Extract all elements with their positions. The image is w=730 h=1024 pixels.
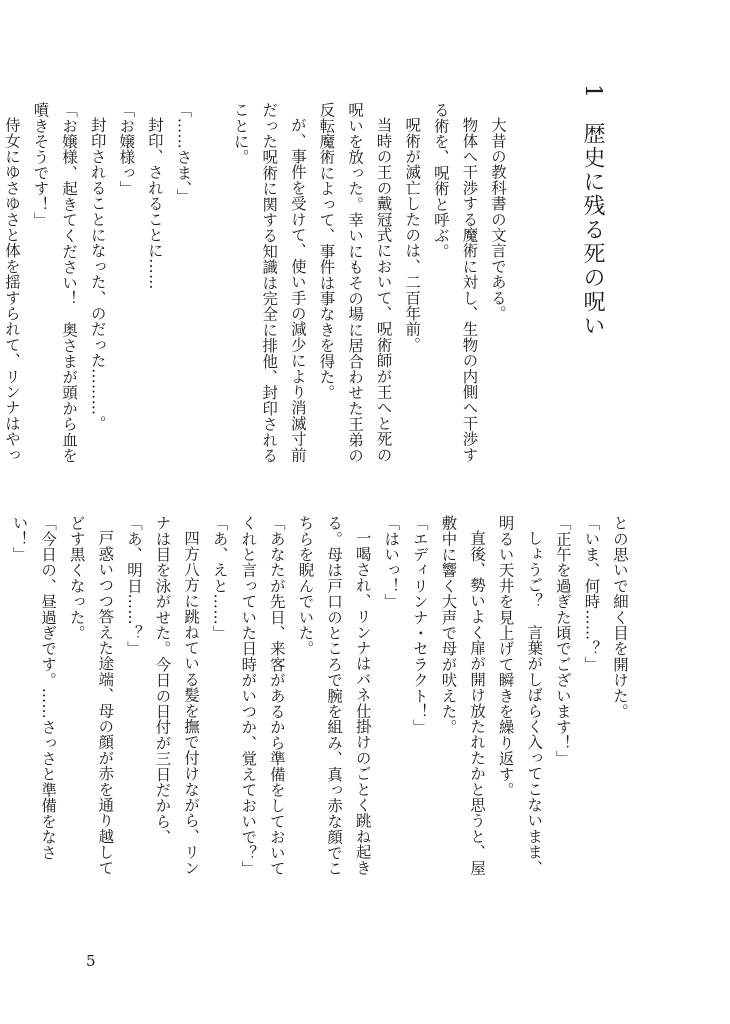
text-line: ちらを睨んでいた。 <box>296 515 315 657</box>
text-line: 反転魔術によって、事件は事なきを得た。 <box>317 102 336 401</box>
text-line: しょうご？ 言葉がしばらく入ってこないまま、 <box>525 530 544 876</box>
text-line: だった呪術に関する知識は完全に排他、封印される <box>260 102 279 464</box>
text-line: との思いで細く目を開けた。 <box>611 515 629 720</box>
text-line: 「いま、何時……？」 <box>582 515 601 672</box>
text-line: 「あなたが先日、来客があるから準備をしておいて <box>267 515 286 877</box>
lower-text-block <box>5 515 634 876</box>
text-line: ナは目を泳がせた。今日の日付が三日だから、 <box>153 515 172 845</box>
text-line: くれと言っていた日時がいつか、覚えておいで？」 <box>239 515 258 877</box>
text-line: 「……さま、」 <box>174 102 193 205</box>
text-line: 封印、されることに…… <box>145 117 164 291</box>
text-line: 当時の王の戴冠式において、呪術師が王へと死の <box>374 117 393 463</box>
text-line: 「はいっ！」 <box>382 515 401 610</box>
text-line: る。母は戸口のところで腕を組み、真っ赤な顔でこ <box>325 515 344 877</box>
text-line: 四方八方に跳ねている髪を撫で付けながら、リン <box>182 530 201 876</box>
text-line: 戸惑いつつ答えた途端、母の顔が赤を通り越して <box>96 530 115 876</box>
text-line: 呪いを放った。幸いにもその場に居合わせた王弟の <box>346 102 365 464</box>
text-line: い！」 <box>10 515 29 563</box>
chapter-title: 歴史に残る死の呪い <box>580 122 605 338</box>
upper-text-block <box>0 102 512 463</box>
text-line: 敷中に響く大声で母が吠えた。 <box>439 515 458 735</box>
text-line: 「エディリンナ・セラクト！」 <box>410 515 429 735</box>
chapter-heading <box>577 84 608 338</box>
text-line: 物体へ干渉する魔術に対し、生物の内側へ干渉す <box>460 117 479 463</box>
text-line: 一喝され、リンナはバネ仕掛けのごとく跳ね起き <box>353 530 372 876</box>
page-number: 5 <box>86 952 96 970</box>
text-line: 大昔の教科書の文言である。 <box>489 117 507 322</box>
text-line: ことに。 <box>231 102 250 165</box>
blank-line <box>197 102 226 463</box>
text-line: 呪術が滅亡したのは、二百年前。 <box>403 117 422 353</box>
text-line: 「正午を過ぎた頃でございます！」 <box>553 515 572 767</box>
text-line: が、事件を受けて、使い手の減少により消滅寸前 <box>288 117 307 463</box>
text-line: 「お嬢様、起きてください！ 奥さまが頭から血を <box>60 102 79 464</box>
text-line: 封印されることになった、のだった………。 <box>88 117 107 432</box>
text-line: 「お嬢様っ」 <box>117 102 136 197</box>
text-line: どす黒くなった。 <box>67 515 86 641</box>
chapter-number: 1 <box>580 84 605 100</box>
text-line: 「今日の、昼過ぎです。……さっさと準備をなさ <box>39 515 58 861</box>
text-line: 「あ、えと……」 <box>210 515 229 641</box>
text-line: 明るい天井を見上げて瞬きを繰り返す。 <box>496 515 515 798</box>
text-line: 直後、勢いよく扉が開け放たれたかと思うと、屋 <box>468 530 487 876</box>
text-line: 噴きそうです！」 <box>31 102 50 228</box>
text-line: る術を、呪術と呼ぶ。 <box>431 102 450 259</box>
text-line: 「あ、明日……？」 <box>124 515 143 657</box>
text-line: 侍女にゆさゆさと体を揺すられて、リンナはやっ <box>2 117 21 463</box>
